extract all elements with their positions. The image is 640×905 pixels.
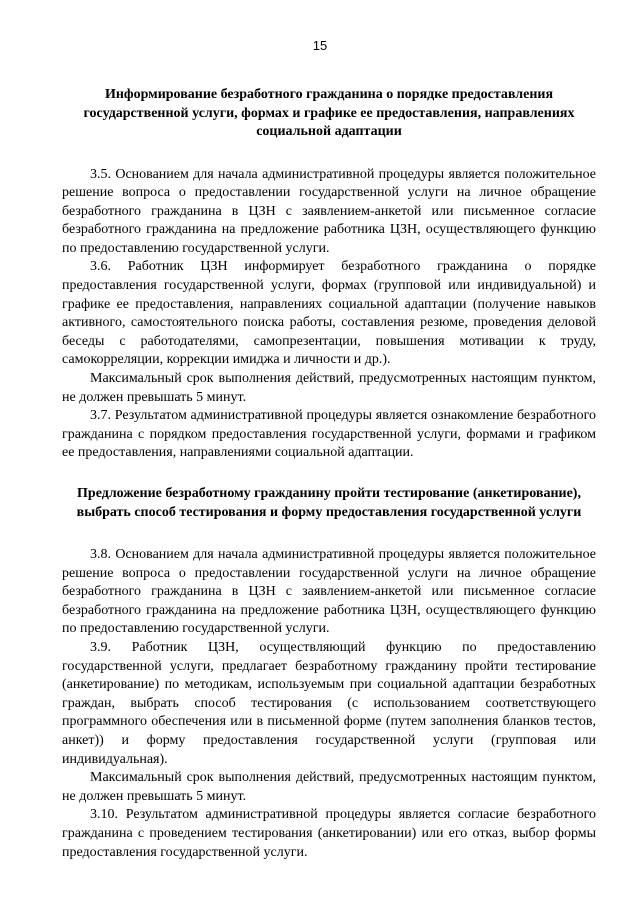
paragraph-3-9: 3.9. Работник ЦЗН, осуществляющий функцию по предоставлению государственной услуги, предлагает безработному гражданину пройти тестирование (анкетирование) по методикам, используемым при социальной адаптации безработных граждан, выбрать способ тестирования (с использованием соответствующего программного обеспечения или в письменной форме (путем заполнения бланков тестов, анкет)) и форму предоставления государственной услуги (групповая или индивидуальная). — [62, 639, 596, 767]
document-body — [62, 86, 596, 862]
paragraph-3-10: 3.10. Результатом административной процедуры является согласие безработного гражданина с проведением тестирования (анкетировании) или его отказ, выбор формы предоставления государственной услуги. — [62, 807, 596, 860]
paragraph-3-7: 3.7. Результатом административной процедуры является ознакомление безработного гражданина с порядком предоставления государственной услуги, формами и графиком ее предоставления, направлениями социальной адаптации. — [62, 408, 596, 461]
section-heading-testing: Предложение безработному гражданину пройти тестирование (анкетирование), выбрать способ тестирования и форму предоставления государственной услуги — [76, 486, 582, 520]
paragraph-3-6: 3.6. Работник ЦЗН информирует безработного гражданина о порядке предоставления государственной услуги, формах (групповой или индивидуальной) и графике ее предоставления, направлениях социальной адаптации (получение навыков активного, самостоятельного поиска работы, составления резюме, проведения деловой беседы с работодателями, самопрезентации, повышения мотивации к труду, самокорреляции, коррекции имиджа и личности и др.). — [62, 259, 596, 368]
paragraph-3-5: 3.5. Основанием для начала административной процедуры является положительное решение вопроса о предоставлении государственной услуги на личное обращение безработного гражданина в ЦЗН с заявлением-анкетой или письменное согласие безработного гражданина на предложение работника ЦЗН, осуществляющего функцию по предоставлению государственной услуги. — [62, 166, 596, 256]
paragraph-max-term-2: Максимальный срок выполнения действий, предусмотренных настоящим пунктом, не должен превышать 5 минут. — [62, 770, 596, 804]
paragraph-max-term-1: Максимальный срок выполнения действий, предусмотренных настоящим пунктом, не должен превышать 5 минут. — [62, 371, 596, 405]
page-number: 15 — [312, 38, 328, 53]
paragraph-3-8: 3.8. Основанием для начала административной процедуры является положительное решение вопроса о предоставлении государственной услуги на личное обращение безработного гражданина в ЦЗН с заявлением-анкетой или письменное согласие безработного гражданина на предложение работника ЦЗН, осуществляющего функцию по предоставлению государственной услуги. — [62, 547, 596, 637]
section-heading-informing: Информирование безработного гражданина о порядке предоставления государственной услуги, формах и графике ее предоставления, направлениях социальной адаптации — [83, 87, 575, 139]
